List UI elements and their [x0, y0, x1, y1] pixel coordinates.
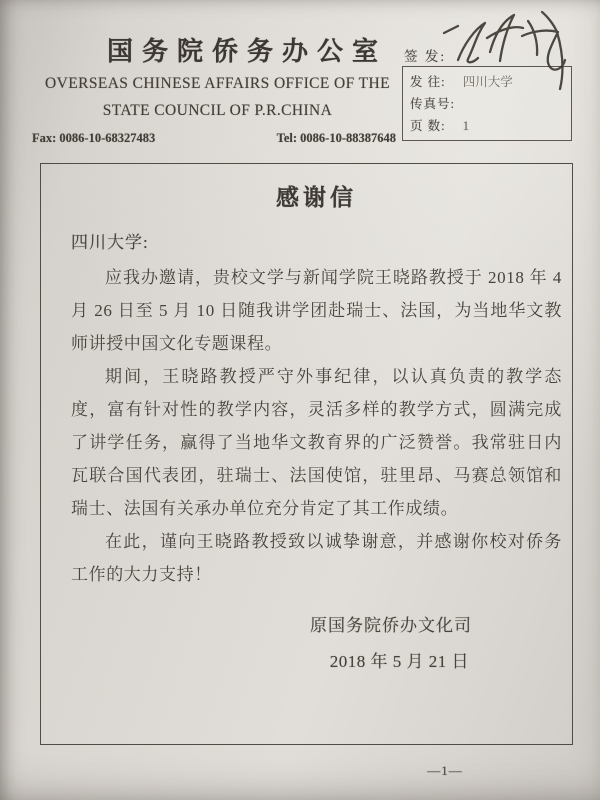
letter-date: 2018 年 5 月 21 日: [329, 652, 469, 671]
paragraph: 应我办邀请，贵校文学与新闻学院王晓路教授于 2018 年 4 月 26 日至 5 月 10 日随我讲学团赴瑞士、法国，为当地华文教师讲授中国文化专题课程。: [71, 268, 562, 353]
fax-number: Fax: 0086-10-68327483: [32, 131, 156, 145]
issued-by-label: 签 发:: [404, 49, 447, 64]
send-to-value: 四川大学: [462, 75, 513, 89]
org-name-english-line1: OVERSEAS CHINESE AFFAIRS OFFICE OF THE: [45, 75, 390, 92]
send-to-label: 发 往:: [410, 75, 446, 89]
paragraph: 在此，谨向王晓路教授致以诚挚谢意，并感谢你校对侨务工作的大力支持！: [71, 532, 562, 584]
page-count-value: 1: [462, 119, 469, 133]
fax-no-label: 传真号:: [410, 97, 455, 111]
org-name-english-line2: STATE COUNCIL OF P.R.CHINA: [102, 102, 333, 119]
salutation: 四川大学:: [71, 233, 149, 252]
page-number: —1—: [427, 763, 463, 778]
letter-body: [71, 261, 562, 591]
letter-title: 感谢信: [276, 184, 357, 210]
tel-number: Tel: 0086-10-88387648: [276, 131, 396, 145]
handwritten-signature: [430, 2, 580, 94]
page-count-label: 页 数:: [410, 119, 446, 133]
letter-frame: [40, 163, 573, 745]
table-row: [410, 94, 469, 112]
signer-org: 原国务院侨办文化司: [310, 616, 472, 635]
paragraph: 期间，王晓路教授严守外事纪律，以认真负责的教学态度，富有针对性的教学内容，灵活多样的教学方式，圆满完成了讲学任务，赢得了当地华文教育界的广泛赞誉。我常驻日内瓦联合国代表团，驻瑞士、法国使馆，驻里昂、马赛总领馆和瑞士、法国有关承办单位充分肯定了其工作成绩。: [71, 367, 562, 518]
org-name-chinese: 国务院侨务办公室: [106, 36, 387, 66]
contact-line: [32, 131, 396, 146]
table-row: [410, 116, 469, 134]
